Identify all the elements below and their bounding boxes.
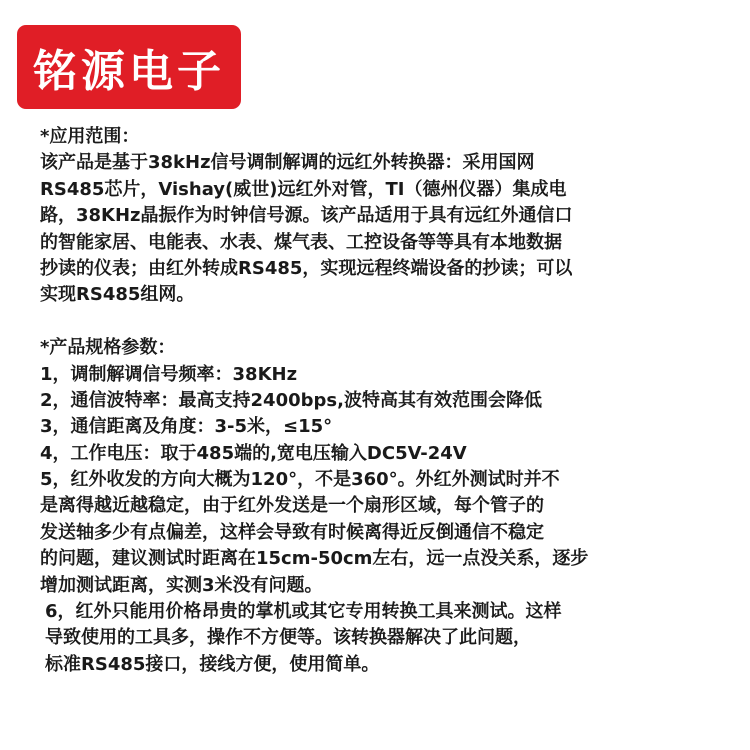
- specs-heading: *产品规格参数：: [40, 337, 176, 359]
- spec-line: 的问题，建议测试时距离在15cm-50cm左右，远一点没关系，逐步: [40, 548, 589, 570]
- spec-line: 4，工作电压：取于485端的,宽电压输入DC5V-24V: [40, 442, 467, 464]
- spec-line: 2，通信波特率：最高支持2400bps,波特高其有效范围会降低: [40, 389, 542, 411]
- application-line: RS485芯片，Vishay(威世)远红外对管，TI（德州仪器）集成电: [40, 178, 567, 200]
- brand-badge: [17, 25, 241, 109]
- spec-line: 1，调制解调信号频率：38KHz: [40, 363, 298, 385]
- spec-line: 导致使用的工具多，操作不方便等。该转换器解决了此问题，: [45, 627, 531, 649]
- spec-line: 增加测试距离，实测3米没有问题。: [40, 574, 323, 596]
- spec-line: 5，红外收发的方向大概为120°，不是360°。外红外测试时并不: [40, 469, 560, 491]
- spec-line: 6，红外只能用价格昂贵的掌机或其它专用转换工具来测试。这样: [45, 601, 562, 623]
- application-heading: *应用范围：: [40, 126, 140, 147]
- spec-line: 标准RS485接口，接线方便，使用简单。: [45, 653, 380, 675]
- product-description: [40, 124, 730, 678]
- spec-line: 是离得越近越稳定，由于红外发送是一个扇形区域，每个管子的: [40, 495, 544, 517]
- application-line: 实现RS485组网。: [40, 284, 195, 306]
- brand-title: 铭源电子: [33, 46, 225, 97]
- spec-line: 发送轴多少有点偏差，这样会导致有时候离得近反倒通信不稳定: [40, 521, 544, 543]
- spec-line: 3，通信距离及角度：3-5米，≤15°: [40, 416, 333, 438]
- application-line: 路，38KHz晶振作为时钟信号源。该产品适用于具有远红外通信口: [40, 205, 573, 227]
- application-line: 抄读的仪表；由红外转成RS485，实现远程终端设备的抄读；可以: [40, 257, 573, 279]
- section-gap: [40, 309, 730, 335]
- application-line: 该产品是基于38kHz信号调制解调的远红外转换器：采用国网: [40, 152, 535, 174]
- application-line: 的智能家居、电能表、水表、煤气表、工控设备等等具有本地数据: [40, 231, 562, 253]
